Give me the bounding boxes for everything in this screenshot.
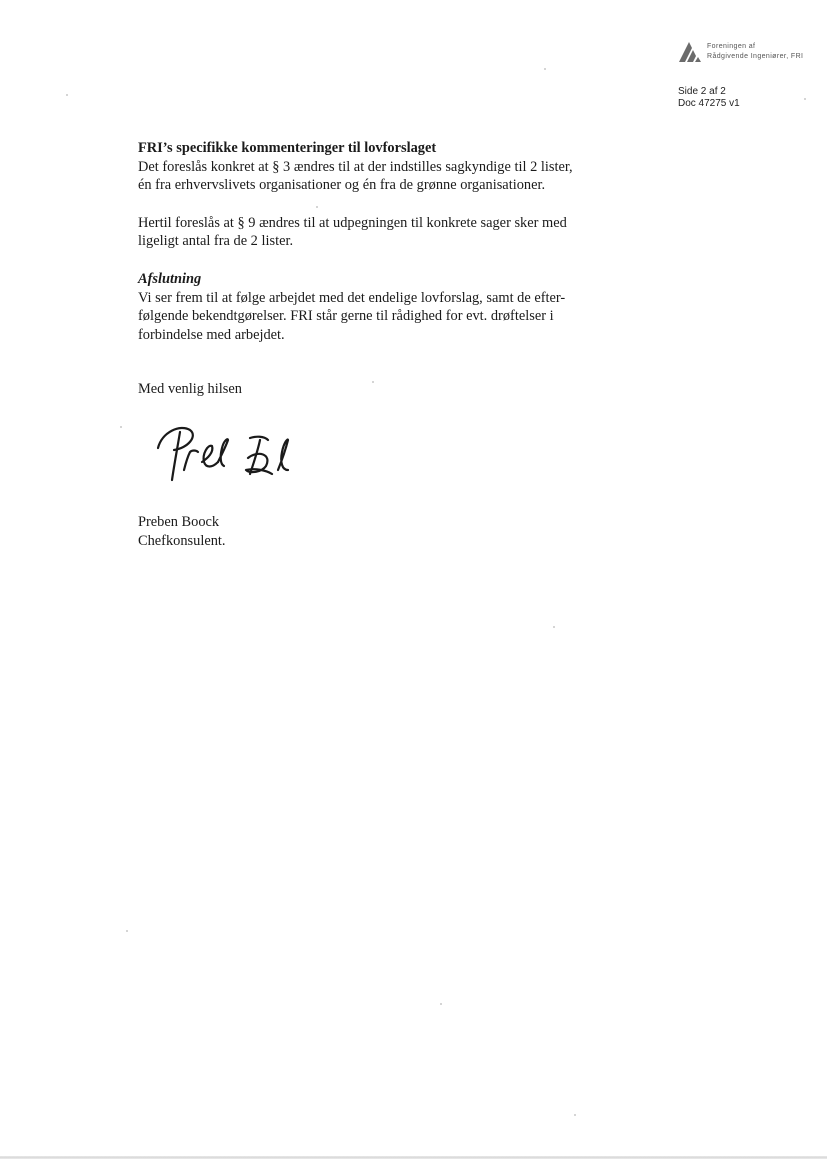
greeting: Med venlig hilsen [138,381,242,397]
signer-title: Chefkonsulent. [138,532,226,549]
paragraph-line: ligeligt antal fra de 2 lister. [138,233,294,250]
scan-speck [126,930,128,932]
document-id: Doc 47275 v1 [678,98,740,109]
section-heading: FRI’s specifikke kommenteringer til lovforslaget [138,140,437,156]
closing-section-heading: Afslutning [138,270,202,287]
logo-line-2: Rådgivende Ingeniører, FRI [707,53,804,60]
fri-logo-icon [677,40,703,64]
signer-block [138,513,226,550]
scan-speck [440,1003,442,1005]
scan-speck [120,426,122,428]
handwritten-signature [150,418,310,490]
paragraph-line: forbindelse med arbejdet. [138,326,285,343]
logo-text [707,42,803,62]
letter-body [138,139,658,344]
page-number: Side 2 af 2 [678,86,726,97]
signer-name: Preben Boock [138,514,220,530]
scan-speck [316,206,318,208]
scan-speck [804,98,806,100]
scan-edge [0,1156,827,1159]
paragraph-line: Vi ser frem til at følge arbejdet med det endelige lovforslag, samt de efter- [138,289,566,306]
paragraph-line: én fra erhvervslivets organisationer og én fra de grønne organisationer. [138,177,546,194]
scan-speck [574,1114,576,1116]
scan-speck [544,68,546,70]
scan-speck [553,626,555,628]
scan-speck [372,381,374,383]
paragraph-line: Hertil foreslås at § 9 ændres til at udpegningen til konkrete sager sker med [138,214,567,231]
logo-line-1: Foreningen af [707,43,756,50]
fri-logo [677,40,817,68]
paragraph-line: Det foreslås konkret at § 3 ændres til at der indstilles sagkyndige til 2 lister, [138,158,573,175]
scan-speck [66,94,68,96]
document-meta [678,86,740,110]
paragraph-line: følgende bekendtgørelser. FRI står gerne til rådighed for evt. drøftelser i [138,308,554,325]
